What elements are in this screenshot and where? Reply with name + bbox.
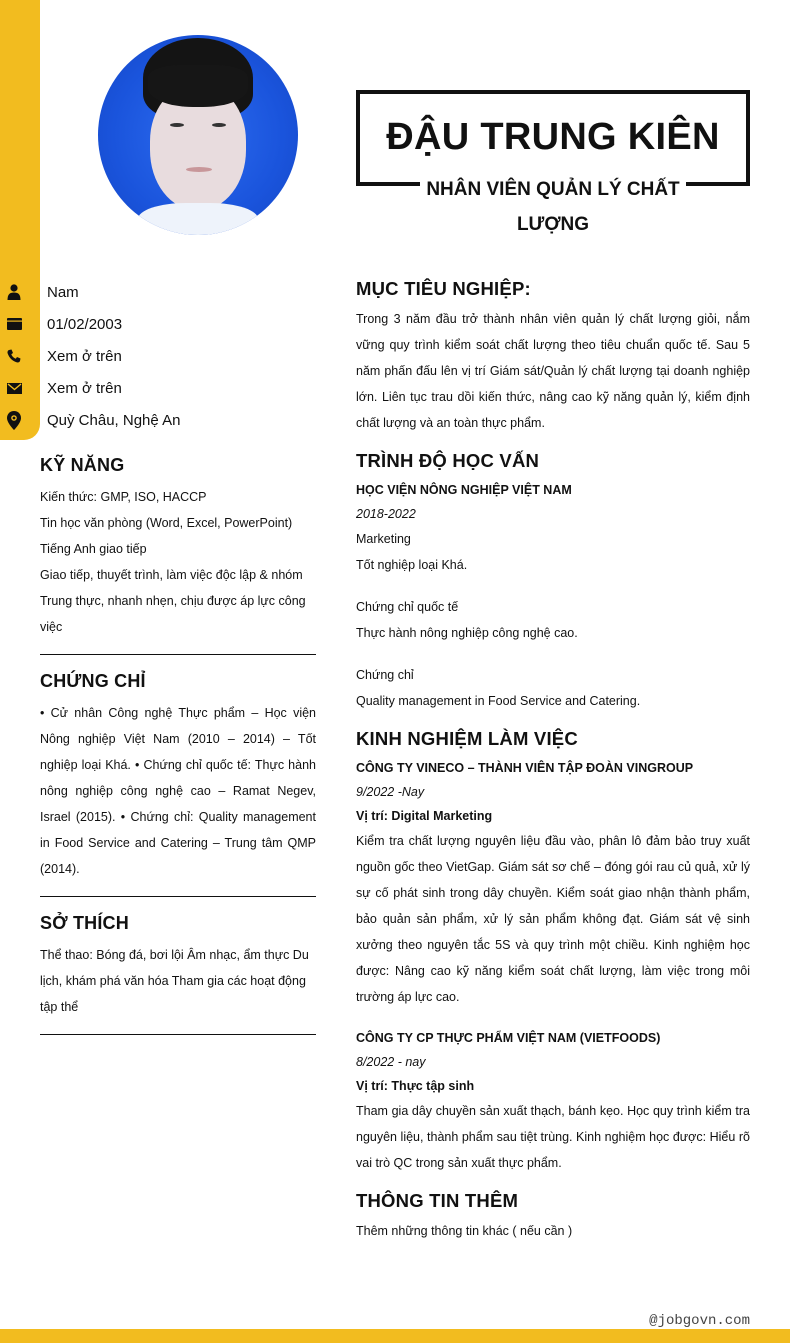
skill-item: Tin học văn phòng (Word, Excel, PowerPoint): [40, 516, 293, 530]
objective-text: Trong 3 năm đầu trở thành nhân viên quản lý chất lượng giỏi, nắm vững quy trình kiểm soát chất lượng theo tiêu chuẩn quốc tế. Sau 5 năm phấn đấu lên vị trí Giám sát/Quản lý chất lượng tại doanh nghiệp lớn. Liên tục trau dồi kiến thức, nâng cao kỹ năng quản lý, kiểm định chất lượng và an toàn thực phẩm.: [356, 312, 750, 430]
contact-gender: [0, 276, 180, 308]
education-section: [356, 450, 750, 714]
contact-value: 01/02/2003: [47, 315, 123, 333]
company-name: CÔNG TY VINECO – THÀNH VIÊN TẬP ĐOÀN VINGROUP: [356, 761, 694, 775]
hobbies-text: Thể thao: Bóng đá, bơi lội Âm nhạc, ẩm thực Du lịch, khám phá văn hóa Tham gia các hoạt động tập thể: [40, 948, 309, 1014]
hobbies-title: SỞ THÍCH: [40, 913, 129, 933]
education-period: 2018-2022: [356, 507, 416, 521]
avatar-eye: [170, 123, 184, 127]
skill-item: Tiếng Anh giao tiếp: [40, 542, 147, 556]
job-description: Kiểm tra chất lượng nguyên liệu đầu vào, phân lô đảm bảo truy xuất nguồn gốc theo VietGap. Giám sát sơ chế – đóng gói rau củ quả, xử lý sự cố phát sinh trong dây chuyền. Kiểm soát giao nhận thành phẩm, bảo quản sản phẩm, xử lý sản phẩm không đạt. Giám sát vệ sinh xưởng theo nguyên tắc 5S và quy trình một chiều. Kinh nghiệm học được: Nâng cao kỹ năng kiểm soát chất lượng, làm việc trong môi trường áp lực cao.: [356, 834, 750, 1004]
experience-title: KINH NGHIỆM LÀM VIỆC: [356, 728, 578, 749]
job-period: 9/2022 -Nay: [356, 785, 425, 799]
job-role: Vị trí: Thực tập sinh: [356, 1079, 475, 1093]
skills-title: KỸ NĂNG: [40, 455, 125, 475]
calendar-icon: [0, 318, 34, 330]
avatar-shirt: [138, 203, 258, 235]
user-icon: [0, 284, 34, 300]
candidate-name: ĐẬU TRUNG KIÊN: [386, 116, 720, 158]
education-extra-label: Chứng chỉ quốc tế: [356, 600, 459, 614]
accent-bottom-bar: [0, 1329, 790, 1343]
avatar-mouth: [186, 167, 212, 172]
education-extra-value: Quality management in Food Service and Catering.: [356, 694, 641, 708]
education-major: Marketing: [356, 532, 411, 546]
school-name: HỌC VIỆN NÔNG NGHIỆP VIỆT NAM: [356, 483, 572, 497]
contact-value: Xem ở trên: [47, 347, 122, 365]
experience-section: [356, 728, 750, 1176]
left-column: [40, 455, 316, 1051]
certificates-text: • Cử nhân Công nghệ Thực phẩm – Học viện Nông nghiệp Việt Nam (2010 – 2014) – Tốt nghiệp loại Khá. • Chứng chỉ quốc tế: Thực hành nông nghiệp công nghệ cao – Ramat Negev, Israel (2015). • Chứng chỉ: Quality management in Food Service and Catering – Trung tâm QMP (2014).: [40, 706, 316, 876]
avatar: [98, 35, 298, 235]
job-period: 8/2022 - nay: [356, 1055, 426, 1069]
job-entry: [356, 1026, 750, 1176]
contact-value: Nam: [47, 283, 79, 301]
objective-title: MỤC TIÊU NGHIỆP:: [356, 278, 531, 299]
additional-text: Thêm những thông tin khác ( nếu cần ): [356, 1224, 573, 1238]
education-result: Tốt nghiệp loại Khá.: [356, 558, 468, 572]
job-description: Tham gia dây chuyền sản xuất thạch, bánh kẹo. Học quy trình kiểm tra nguyên liệu, thành phẩm sau tiệt trùng. Kinh nghiệm học được: Hiểu rõ vai trò QC trong sản xuất thực phẩm.: [356, 1104, 750, 1170]
job-role: Vị trí: Digital Marketing: [356, 809, 493, 823]
objective-section: [356, 278, 750, 436]
contact-value: Quỳ Châu, Nghệ An: [47, 411, 181, 429]
additional-title: THÔNG TIN THÊM: [356, 1190, 519, 1211]
skill-item: Giao tiếp, thuyết trình, làm việc độc lập & nhóm: [40, 568, 303, 582]
contact-address: [0, 404, 180, 436]
phone-icon: [0, 349, 34, 363]
skill-item: Kiến thức: GMP, ISO, HACCP: [40, 490, 207, 504]
job-entry: [356, 756, 750, 1010]
watermark: @jobgovn.com: [649, 1313, 750, 1329]
contact-birthday: [0, 308, 180, 340]
avatar-fringe: [148, 65, 248, 107]
contact-phone: [0, 340, 180, 372]
right-column: [356, 278, 750, 1258]
envelope-icon: [0, 383, 34, 394]
skills-section: [40, 455, 316, 655]
education-extra-label: Chứng chỉ: [356, 668, 414, 682]
certificates-title: CHỨNG CHỈ: [40, 671, 146, 691]
education-title: TRÌNH ĐỘ HỌC VẤN: [356, 450, 540, 471]
contact-value: Xem ở trên: [47, 379, 122, 397]
skill-item: Trung thực, nhanh nhẹn, chịu được áp lực công việc: [40, 594, 306, 634]
skills-list: [40, 484, 316, 640]
contact-email: [0, 372, 180, 404]
company-name: CÔNG TY CP THỰC PHẨM VIỆT NAM (VIETFOODS): [356, 1031, 661, 1045]
contact-list: [0, 276, 180, 436]
additional-section: [356, 1190, 750, 1244]
hobbies-section: [40, 913, 316, 1035]
education-extra-value: Thực hành nông nghiệp công nghệ cao.: [356, 626, 578, 640]
job-title: NHÂN VIÊN QUẢN LÝ CHẤT LƯỢNG: [420, 172, 686, 242]
certificates-section: [40, 671, 316, 897]
avatar-eye: [212, 123, 226, 127]
location-pin-icon: [0, 411, 34, 430]
